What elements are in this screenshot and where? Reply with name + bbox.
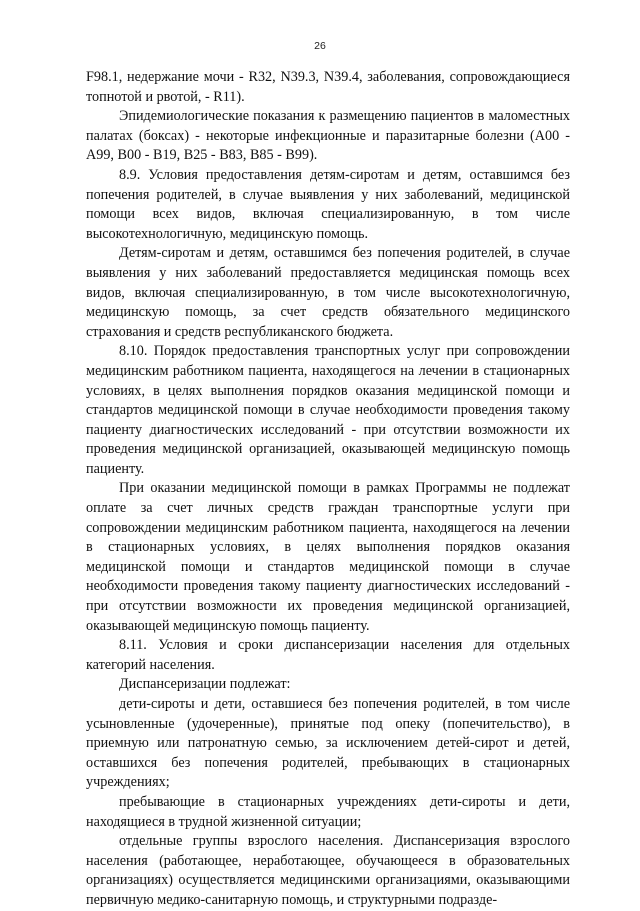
paragraph-orphans-group: дети-сироты и дети, оставшиеся без попечения родителей, в том числе усыновленные (удочеренные), принятые под опеку (попечительство), в приемную или патронатную семью, за исключением детей-сирот и детей, оставшихся без попечения родителей, пребывающих в стационарных учреждениях; xyxy=(86,696,570,791)
paragraph-epidemiological-indications: Эпидемиологические показания к размещению пациентов в маломестных палатах (боксах) - некоторые инфекционные и паразитарные болезни (A00 - A99, B00 - B19, B25 - B83, B85 - B99). xyxy=(86,108,570,164)
paragraph-transport-services: При оказании медицинской помощи в рамках Программы не подлежат оплате за счет личных средств граждан транспортные услуги при сопровождении медицинским работником пациента, находящегося на лечении в стационарных условиях, в целях выполнения порядков оказания медицинской помощи и стандартов медицинской помощи в случае необходимости проведения такому пациенту диагностических исследований - при отсутствии возможности их проведения медицинской организацией, оказывающей медицинскую помощь пациенту. xyxy=(86,480,570,634)
paragraph-section-8-10: 8.10. Порядок предоставления транспортных услуг при сопровождении медицинским работником пациента, находящегося на лечении в стационарных условиях, в целях выполнения порядков оказания медицинской помощи и стандартов медицинской помощи в случае необходимости проведения такому пациенту диагностических исследований - при отсутствии возможности их проведения медицинской организацией, оказывающей медицинскую помощь пациенту. xyxy=(86,343,570,477)
paragraph-diagnosis-codes: F98.1, недержание мочи - R32, N39.3, N39.4, заболевания, сопровождающиеся топнотой и рвотой, - R11). xyxy=(86,69,570,105)
page-number: 26 xyxy=(314,40,326,52)
paragraph-section-8-11: 8.11. Условия и сроки диспансеризации населения для отдельных категорий населения. xyxy=(86,637,570,673)
paragraph-adult-population: отдельные группы взрослого населения. Диспансеризация взрослого населения (работающее, неработающее, обучающееся в образовательных организациях) осуществляется медицинскими организациями, оказывающими первичную медико-санитарную помощь, и структурными подразде- xyxy=(86,833,570,908)
paragraph-subject-to-screening: Диспансеризации подлежат: xyxy=(119,676,291,693)
paragraph-section-8-9: 8.9. Условия предоставления детям-сиротам и детям, оставшимся без попечения родителей, в случае выявления у них заболеваний, медицинской помощи всех видов, включая специализированную, в том числе высокотехнологичную, медицинскую помощь. xyxy=(86,166,570,242)
paragraph-residential-children: пребывающие в стационарных учреждениях дети-сироты и дети, находящиеся в трудной жизненной ситуации; xyxy=(86,793,570,830)
paragraph-orphans-care: Детям-сиротам и детям, оставшимся без попечения родителей, в случае выявления у них заболеваний предоставляется медицинская помощь всех видов, включая специализированную, в том числе высокотехнологичную, медицинскую помощь, за счет средств обязательного медицинского страхования и средств республиканского бюджета. xyxy=(86,245,570,340)
body-text xyxy=(86,68,570,911)
